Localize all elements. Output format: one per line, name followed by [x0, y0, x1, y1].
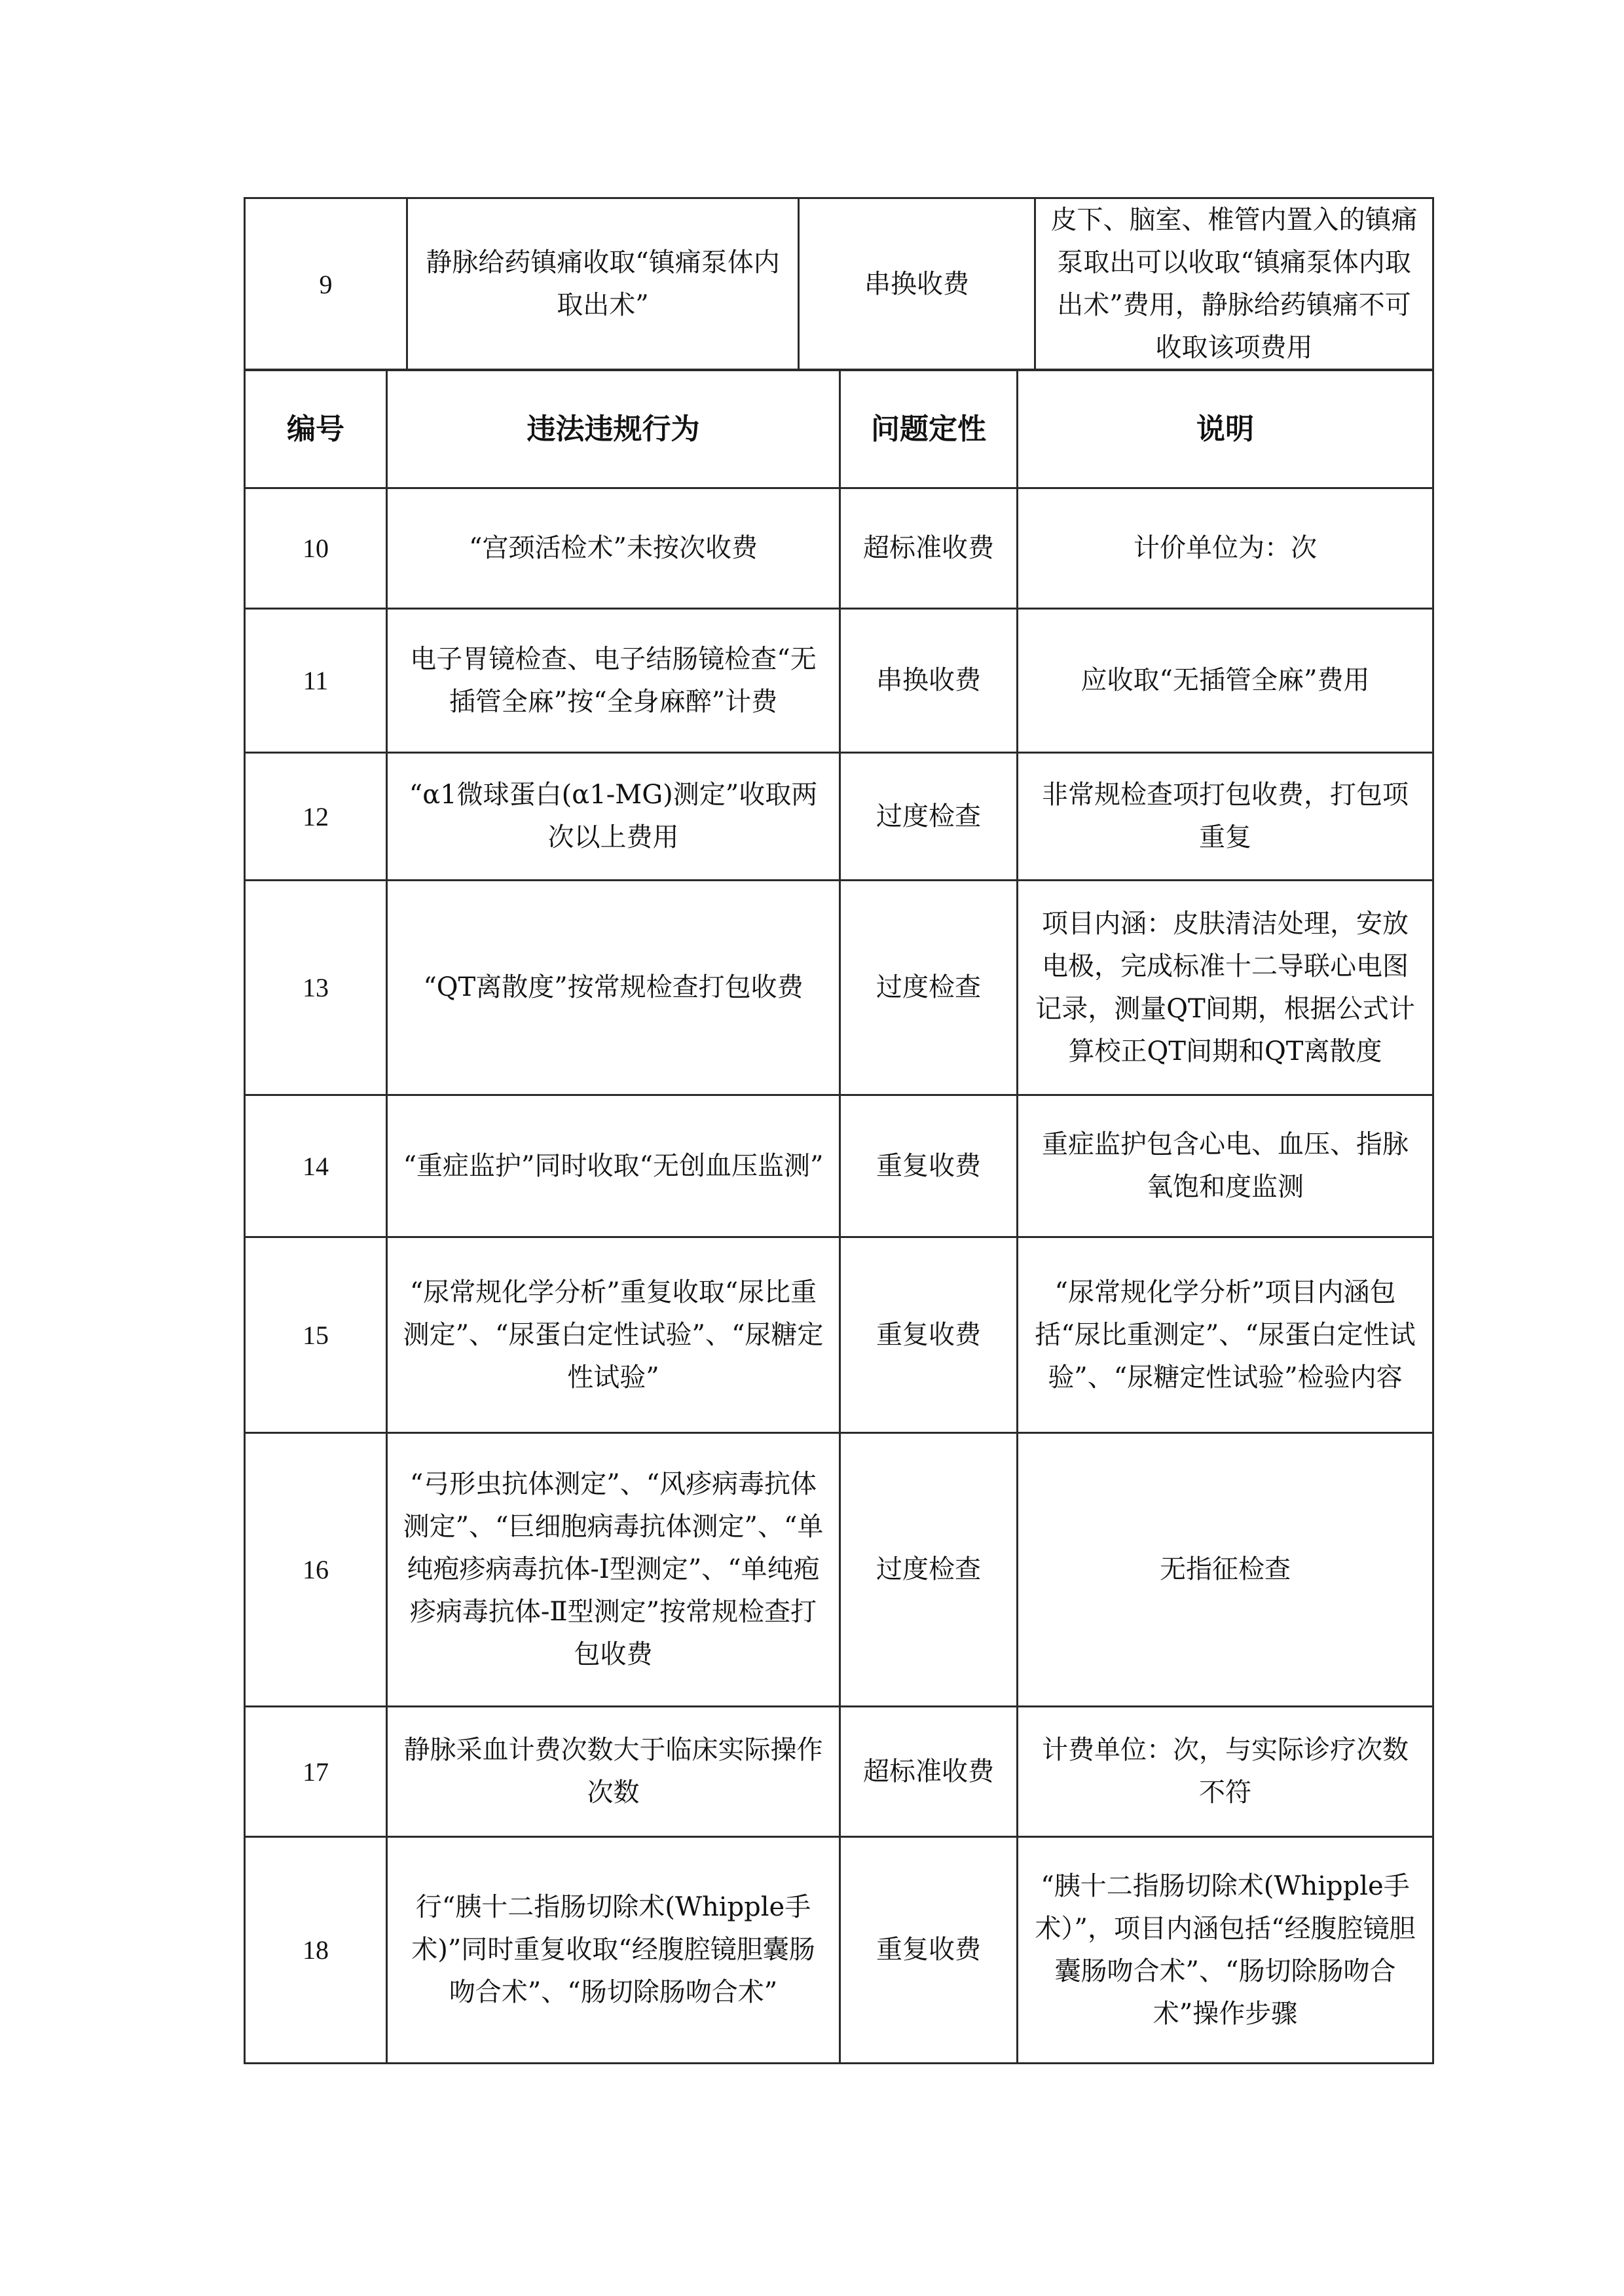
cell-no: 17 — [245, 1707, 387, 1837]
table-row — [245, 198, 1433, 371]
cell-no: 9 — [245, 198, 407, 371]
table-header-row — [245, 370, 1433, 488]
cell-no: 16 — [245, 1433, 387, 1707]
table-row — [245, 1707, 1433, 1837]
cell-note: “尿常规化学分析”项目内涵包括“尿比重测定”、“尿蛋白定性试验”、“尿糖定性试验”检验内容 — [1018, 1237, 1433, 1433]
cell-note: 皮下、脑室、椎管内置入的镇痛泵取出可以收取“镇痛泵体内取出术”费用，静脉给药镇痛不可收取该项费用 — [1035, 198, 1433, 371]
cell-behavior: “重症监护”同时收取“无创血压监测” — [387, 1095, 840, 1237]
cell-behavior: 电子胃镜检查、电子结肠镜检查“无插管全麻”按“全身麻醉”计费 — [387, 609, 840, 753]
cell-category: 超标准收费 — [840, 488, 1018, 609]
cell-no: 12 — [245, 753, 387, 881]
cell-note: 重症监护包含心电、血压、指脉氧饱和度监测 — [1018, 1095, 1433, 1237]
cell-note: 无指征检查 — [1018, 1433, 1433, 1707]
table-row — [245, 753, 1433, 881]
table-row — [245, 1095, 1433, 1237]
cell-behavior: “α1微球蛋白(α1-MG)测定”收取两次以上费用 — [387, 753, 840, 881]
cell-no: 15 — [245, 1237, 387, 1433]
cell-behavior: “尿常规化学分析”重复收取“尿比重测定”、“尿蛋白定性试验”、“尿糖定性试验” — [387, 1237, 840, 1433]
cell-category: 重复收费 — [840, 1837, 1018, 2064]
cell-category: 重复收费 — [840, 1095, 1018, 1237]
table-row — [245, 1837, 1433, 2064]
cell-behavior: 静脉采血计费次数大于临床实际操作次数 — [387, 1707, 840, 1837]
continued-table-fragment — [244, 197, 1434, 371]
header-behavior: 违法违规行为 — [387, 370, 840, 488]
cell-category: 超标准收费 — [840, 1707, 1018, 1837]
cell-note: 计费单位：次，与实际诊疗次数不符 — [1018, 1707, 1433, 1837]
cell-category: 重复收费 — [840, 1237, 1018, 1433]
cell-behavior: “弓形虫抗体测定”、“风疹病毒抗体测定”、“巨细胞病毒抗体测定”、“单纯疱疹病毒抗体-Ⅰ型测定”、“单纯疱疹病毒抗体-Ⅱ型测定”按常规检查打包收费 — [387, 1433, 840, 1707]
cell-no: 10 — [245, 488, 387, 609]
cell-category: 过度检查 — [840, 753, 1018, 881]
cell-category: 串换收费 — [840, 609, 1018, 753]
table-row — [245, 881, 1433, 1095]
cell-note: 应收取“无插管全麻”费用 — [1018, 609, 1433, 753]
header-note: 说明 — [1018, 370, 1433, 488]
cell-behavior: “宫颈活检术”未按次收费 — [387, 488, 840, 609]
header-category: 问题定性 — [840, 370, 1018, 488]
header-no: 编号 — [245, 370, 387, 488]
table-row — [245, 609, 1433, 753]
cell-behavior: 行“胰十二指肠切除术(Whipple手术)”同时重复收取“经腹腔镜胆囊肠吻合术”、“肠切除肠吻合术” — [387, 1837, 840, 2064]
cell-note: 项目内涵：皮肤清洁处理，安放电极，完成标准十二导联心电图记录，测量QT间期，根据公式计算校正QT间期和QT离散度 — [1018, 881, 1433, 1095]
cell-category: 过度检查 — [840, 881, 1018, 1095]
violations-table — [244, 369, 1434, 2064]
cell-behavior: 静脉给药镇痛收取“镇痛泵体内取出术” — [407, 198, 799, 371]
cell-no: 18 — [245, 1837, 387, 2064]
cell-no: 13 — [245, 881, 387, 1095]
cell-category: 过度检查 — [840, 1433, 1018, 1707]
cell-no: 11 — [245, 609, 387, 753]
cell-note: 非常规检查项打包收费，打包项重复 — [1018, 753, 1433, 881]
cell-note: 计价单位为：次 — [1018, 488, 1433, 609]
table-row — [245, 1237, 1433, 1433]
table-row — [245, 488, 1433, 609]
cell-note: “胰十二指肠切除术(Whipple手术）”，项目内涵包括“经腹腔镜胆囊肠吻合术”、“肠切除肠吻合术”操作步骤 — [1018, 1837, 1433, 2064]
cell-category: 串换收费 — [799, 198, 1035, 371]
table-row — [245, 1433, 1433, 1707]
cell-behavior: “QT离散度”按常规检查打包收费 — [387, 881, 840, 1095]
cell-no: 14 — [245, 1095, 387, 1237]
